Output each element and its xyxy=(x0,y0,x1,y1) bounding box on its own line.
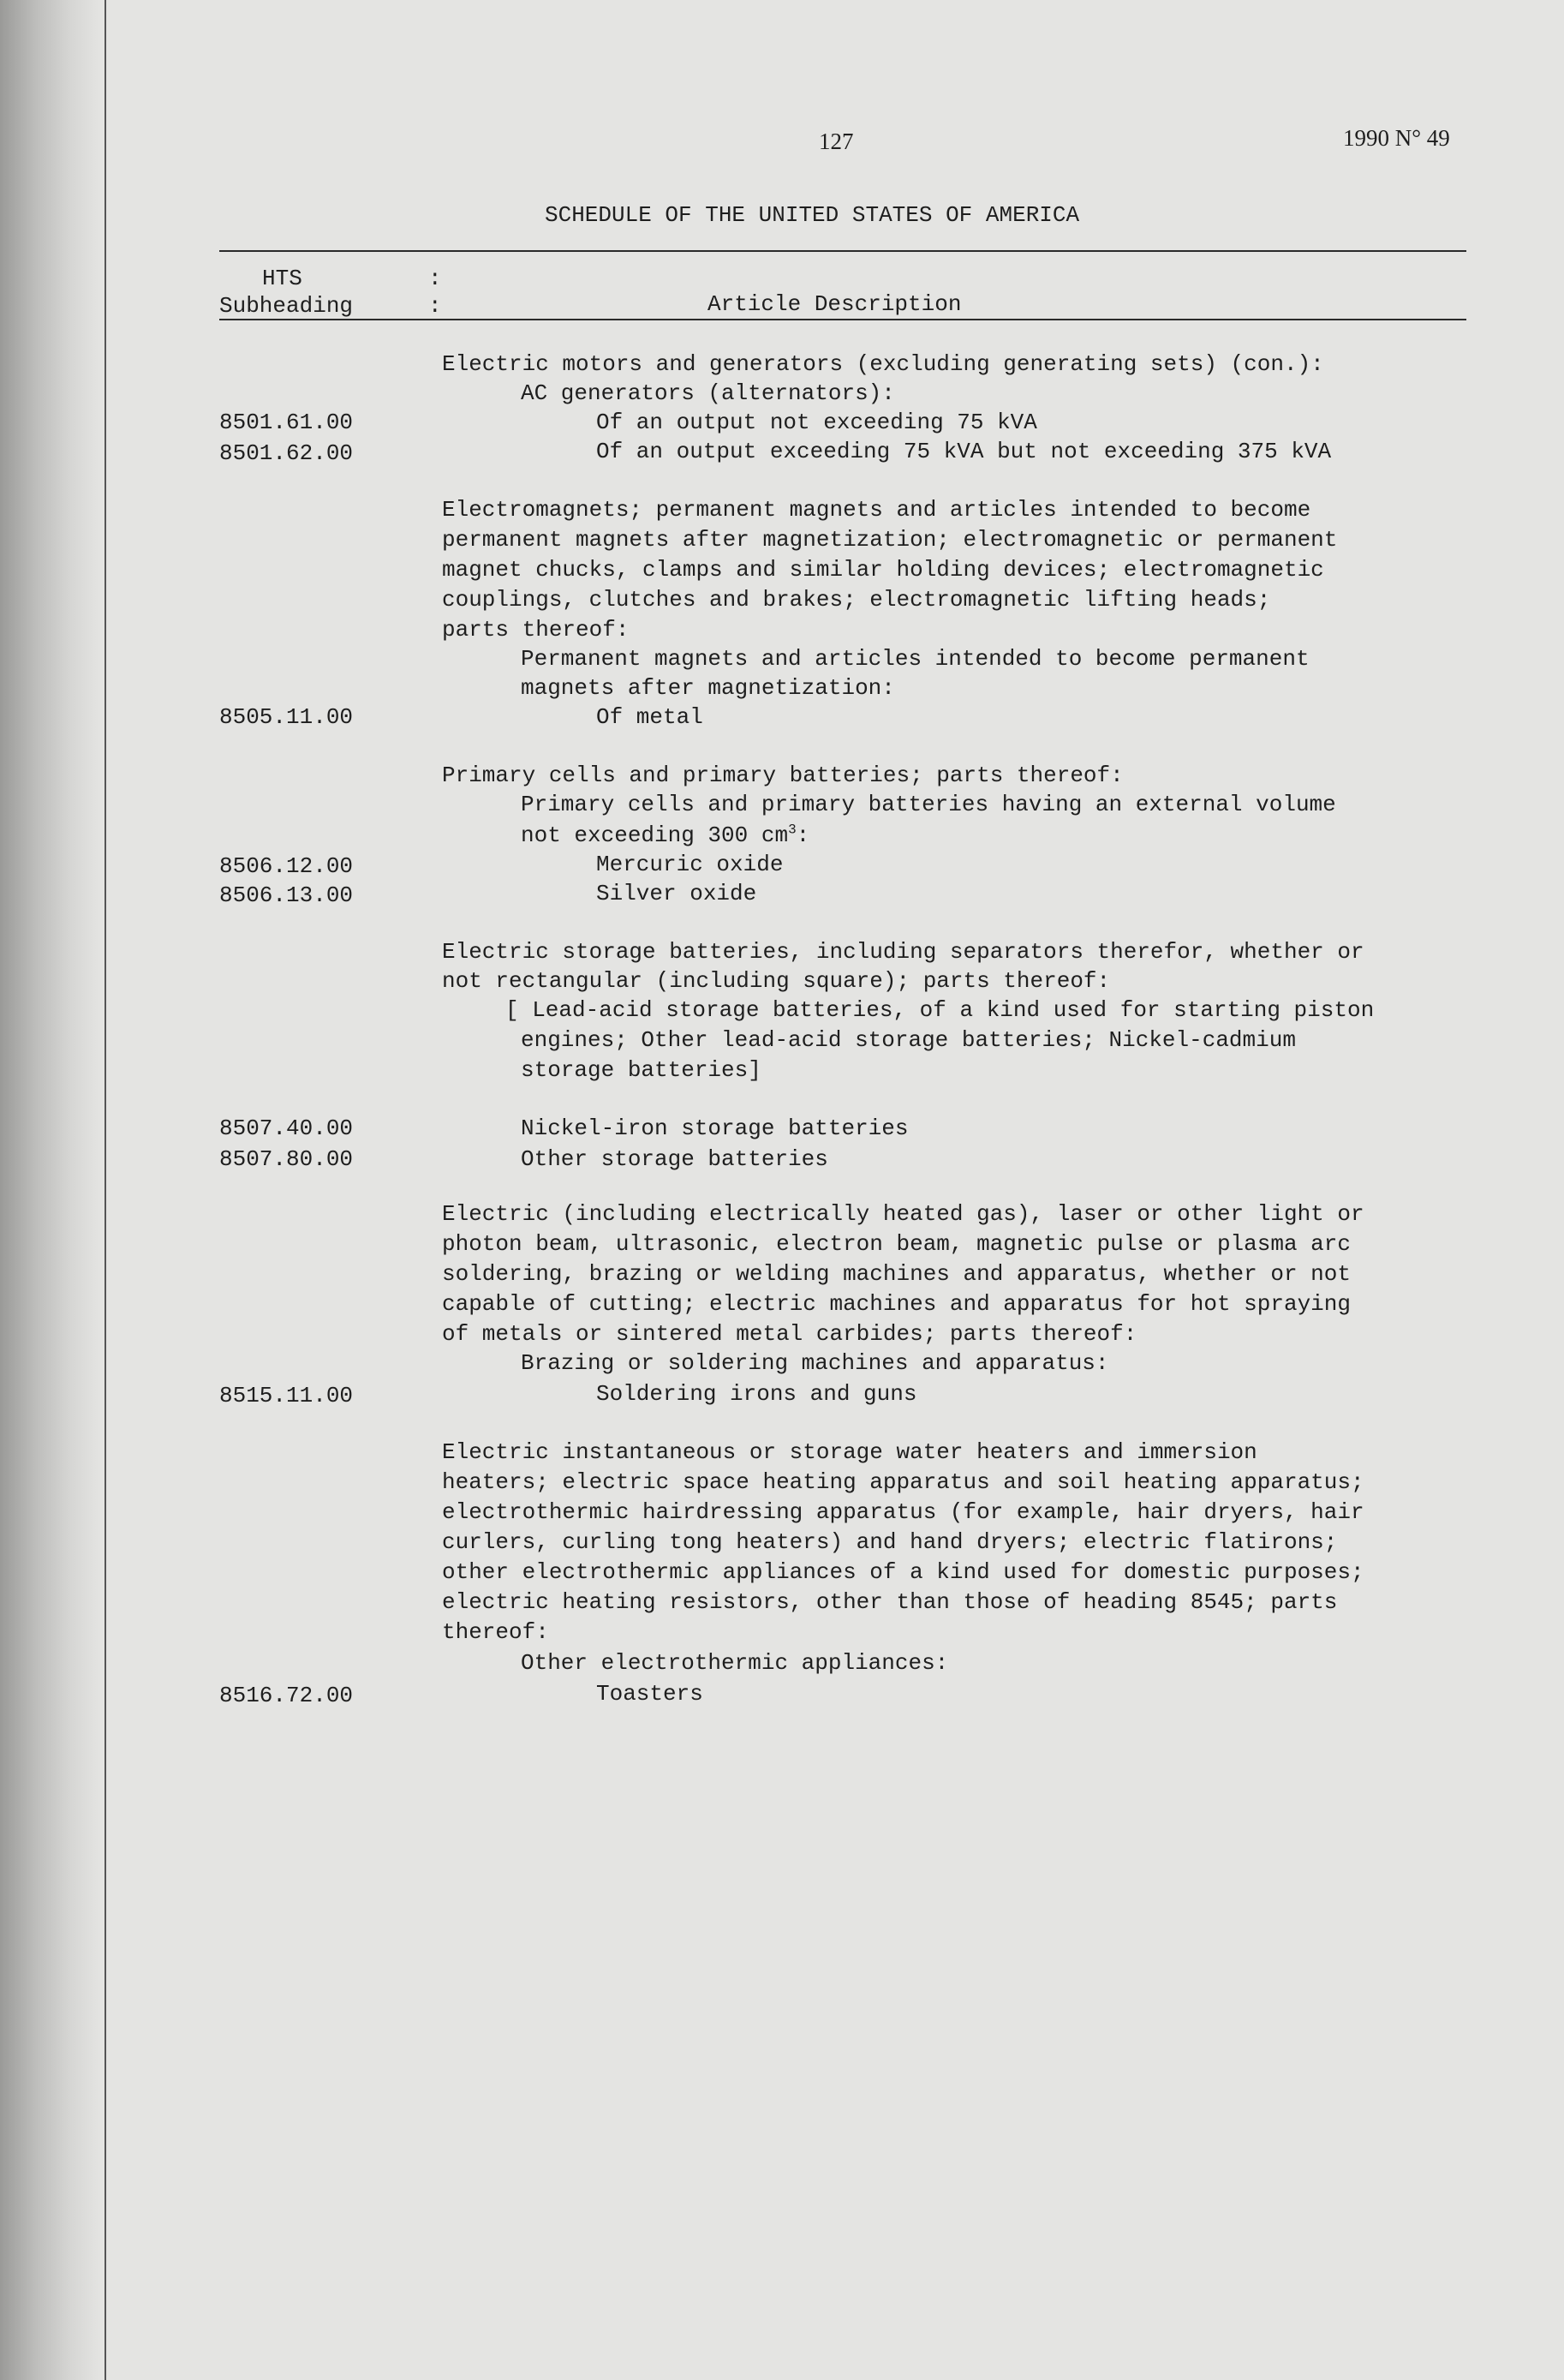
heading-8505-line: Electromagnets; permanent magnets and articles intended to become xyxy=(442,497,1311,523)
page-number: 127 xyxy=(819,129,854,154)
heading-8515-line: Electric (including electrically heated gas), laser or other light or xyxy=(442,1201,1364,1227)
item-description: Of an output exceeding 75 kVA but not exceeding 375 kVA xyxy=(596,439,1332,464)
heading-8516-line: electric heating resistors, other than those of heading 8545; parts xyxy=(442,1589,1338,1615)
item-description: Toasters xyxy=(596,1681,703,1707)
subheading-primary-cells: not exceeding 300 $cm^3$: xyxy=(521,822,810,848)
issue-number: 1990 N° 49 xyxy=(1343,125,1450,151)
hts-code: 8506.13.00 xyxy=(219,882,354,908)
item-description: Soldering irons and guns xyxy=(596,1381,917,1407)
item-description: Silver oxide xyxy=(596,881,757,906)
heading-8515-line: photon beam, ultrasonic, electron beam, magnetic pulse or plasma arc xyxy=(442,1231,1351,1257)
column-separator-1: : xyxy=(428,266,442,291)
hts-code: 8507.80.00 xyxy=(219,1146,354,1172)
column-separator-2: : xyxy=(428,293,442,319)
subheading-electrothermic: Other electrothermic appliances: xyxy=(521,1650,949,1676)
item-description: Nickel-iron storage batteries xyxy=(521,1115,909,1141)
heading-8516-line: electrothermic hairdressing apparatus (for example, hair dryers, hair xyxy=(442,1499,1364,1525)
bracketed-excluded-text: engines; Other lead-acid storage batteries; Nickel-cadmium xyxy=(521,1027,1296,1053)
heading-8501: Electric motors and generators (excluding generating sets) (con.): xyxy=(442,351,1324,377)
heading-8515-line: soldering, brazing or welding machines and apparatus, whether or not xyxy=(442,1261,1351,1287)
header-bottom-rule xyxy=(219,319,1466,320)
heading-8516-line: heaters; electric space heating apparatus and soil heating apparatus; xyxy=(442,1469,1364,1495)
heading-8505-line: permanent magnets after magnetization; electromagnetic or permanent xyxy=(442,527,1338,553)
bracketed-excluded-text: storage batteries] xyxy=(521,1057,761,1083)
heading-8515-line: of metals or sintered metal carbides; parts thereof: xyxy=(442,1321,1137,1347)
column-header-subheading: Subheading xyxy=(219,293,354,319)
hts-code: 8506.12.00 xyxy=(219,853,354,879)
heading-8507-line: not rectangular (including square); parts thereof: xyxy=(442,968,1111,994)
subheading-permanent-magnets: magnets after magnetization: xyxy=(521,675,895,701)
heading-8515-line: capable of cutting; electric machines and apparatus for hot spraying xyxy=(442,1291,1351,1317)
item-description: Of an output not exceeding 75 kVA xyxy=(596,410,1037,435)
heading-8505-line: magnet chucks, clamps and similar holding devices; electromagnetic xyxy=(442,557,1324,583)
hts-code: 8507.40.00 xyxy=(219,1115,354,1141)
heading-8506: Primary cells and primary batteries; parts thereof: xyxy=(442,762,1124,788)
heading-8516-line: thereof: xyxy=(442,1619,549,1645)
subheading-ac-generators: AC generators (alternators): xyxy=(521,380,895,406)
header-top-rule xyxy=(219,250,1466,252)
column-header-hts: HTS xyxy=(262,266,302,291)
subheading-primary-cells: Primary cells and primary batteries having an external volume xyxy=(521,792,1336,817)
hts-code: 8501.62.00 xyxy=(219,440,354,466)
subheading-brazing: Brazing or soldering machines and apparatus: xyxy=(521,1350,1109,1376)
heading-8516-line: Electric instantaneous or storage water heaters and immersion xyxy=(442,1439,1257,1465)
heading-8516-line: other electrothermic appliances of a kind used for domestic purposes; xyxy=(442,1559,1364,1585)
subheading-permanent-magnets: Permanent magnets and articles intended to become permanent xyxy=(521,646,1310,672)
schedule-title: SCHEDULE OF THE UNITED STATES OF AMERICA xyxy=(545,202,1080,228)
heading-8516-line: curlers, curling tong heaters) and hand dryers; electric flatirons; xyxy=(442,1529,1338,1555)
hts-code: 8501.61.00 xyxy=(219,410,354,435)
item-description: Mercuric oxide xyxy=(596,852,784,877)
heading-8507-line: Electric storage batteries, including separators therefor, whether or xyxy=(442,939,1364,965)
hts-code: 8515.11.00 xyxy=(219,1383,354,1408)
hts-code: 8516.72.00 xyxy=(219,1683,354,1708)
item-description: Of metal xyxy=(596,704,703,730)
column-header-article-description: Article Description xyxy=(707,291,962,317)
hts-code: 8505.11.00 xyxy=(219,704,354,730)
heading-8505-line: parts thereof: xyxy=(442,617,630,643)
item-description: Other storage batteries xyxy=(521,1146,828,1172)
bracketed-excluded-text: [ Lead-acid storage batteries, of a kind used for starting piston xyxy=(505,997,1375,1023)
heading-8505-line: couplings, clutches and brakes; electromagnetic lifting heads; xyxy=(442,587,1271,613)
